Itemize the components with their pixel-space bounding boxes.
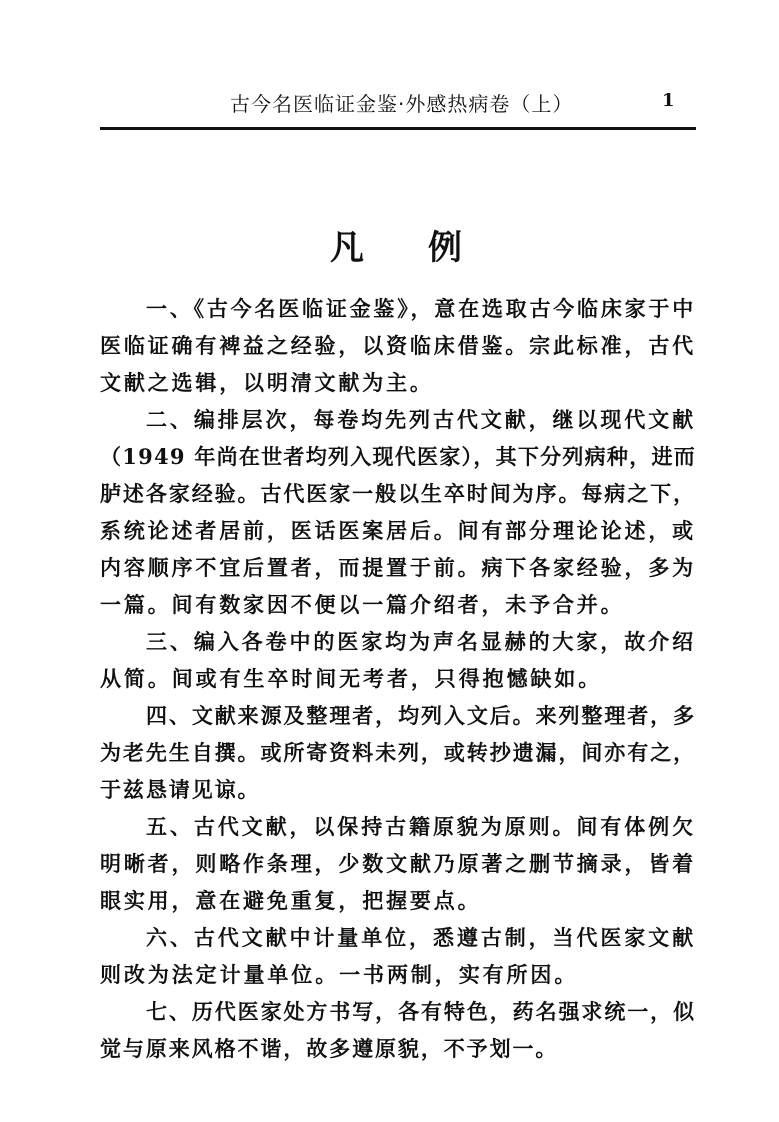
paragraph-5 (100, 808, 696, 919)
text-line: 为老先生自撰。或所寄资料未列，或转抄遗漏，间亦有之， (100, 740, 696, 765)
text-line: 明晰者，则略作条理，少数文献乃原著之删节摘录，皆着 (100, 851, 696, 876)
text-line: （1949 年尚在世者均列入现代医家），其下分列病种，进而 (100, 444, 696, 469)
header-rule (100, 127, 696, 130)
text-line: 一、《古今名医临证金鉴》，意在选取古今临床家于中 (146, 296, 696, 321)
text-line: 四、文献来源及整理者，均列入文后。来列整理者，多 (146, 703, 696, 728)
text-line: 五、古代文献，以保持古籍原貌为原则。间有体例欠 (146, 814, 696, 839)
text-line: 胪述各家经验。古代医家一般以生卒时间为序。每病之下， (100, 481, 696, 506)
page-number: 1 (662, 90, 675, 111)
paragraph-6 (100, 919, 696, 993)
text-line: 三、编入各卷中的医家均为声名显赫的大家，故介绍 (146, 629, 696, 654)
text-line: 文献之选辑，以明清文献为主。 (100, 370, 434, 395)
text-line: 从简。间或有生卒时间无考者，只得抱憾缺如。 (100, 666, 603, 691)
text-line: 觉与原来风格不谐，故多遵原貌，不予划一。 (100, 1036, 559, 1061)
paragraph-4 (100, 697, 696, 808)
page-title-char-2: 例 (428, 228, 462, 268)
page-title-char-1: 凡 (330, 228, 364, 268)
text-line: 一篇。间有数家因不便以一篇介绍者，未予合并。 (100, 592, 625, 617)
text-line: 医临证确有裨益之经验，以资临床借鉴。宗此标准，古代 (100, 333, 696, 358)
text-line: 眼实用，意在避免重复，把握要点。 (100, 888, 482, 913)
text-line: 二、编排层次，每卷均先列古代文献，继以现代文献 (146, 407, 696, 432)
running-title: 古今名医临证金鉴·外感热病卷（上） (230, 92, 574, 116)
text-line: 内容顺序不宜后置者，而提置于前。病下各家经验，多为 (100, 555, 696, 580)
text-line: 系统论述者居前，医话医案居后。间有部分理论论述，或 (100, 518, 696, 543)
text-line: 六、古代文献中计量单位，悉遵古制，当代医家文献 (146, 925, 696, 950)
text-line: 七、历代医家处方书写，各有特色，药名强求统一，似 (146, 999, 696, 1024)
text-line: 则改为法定计量单位。一书两制，实有所因。 (100, 962, 579, 987)
paragraph-2 (100, 401, 696, 623)
paragraph-1 (100, 290, 696, 401)
paragraph-3 (100, 623, 696, 697)
body-text (100, 290, 696, 1067)
paragraph-7 (100, 993, 696, 1067)
text-line: 于兹恳请见谅。 (100, 777, 261, 802)
